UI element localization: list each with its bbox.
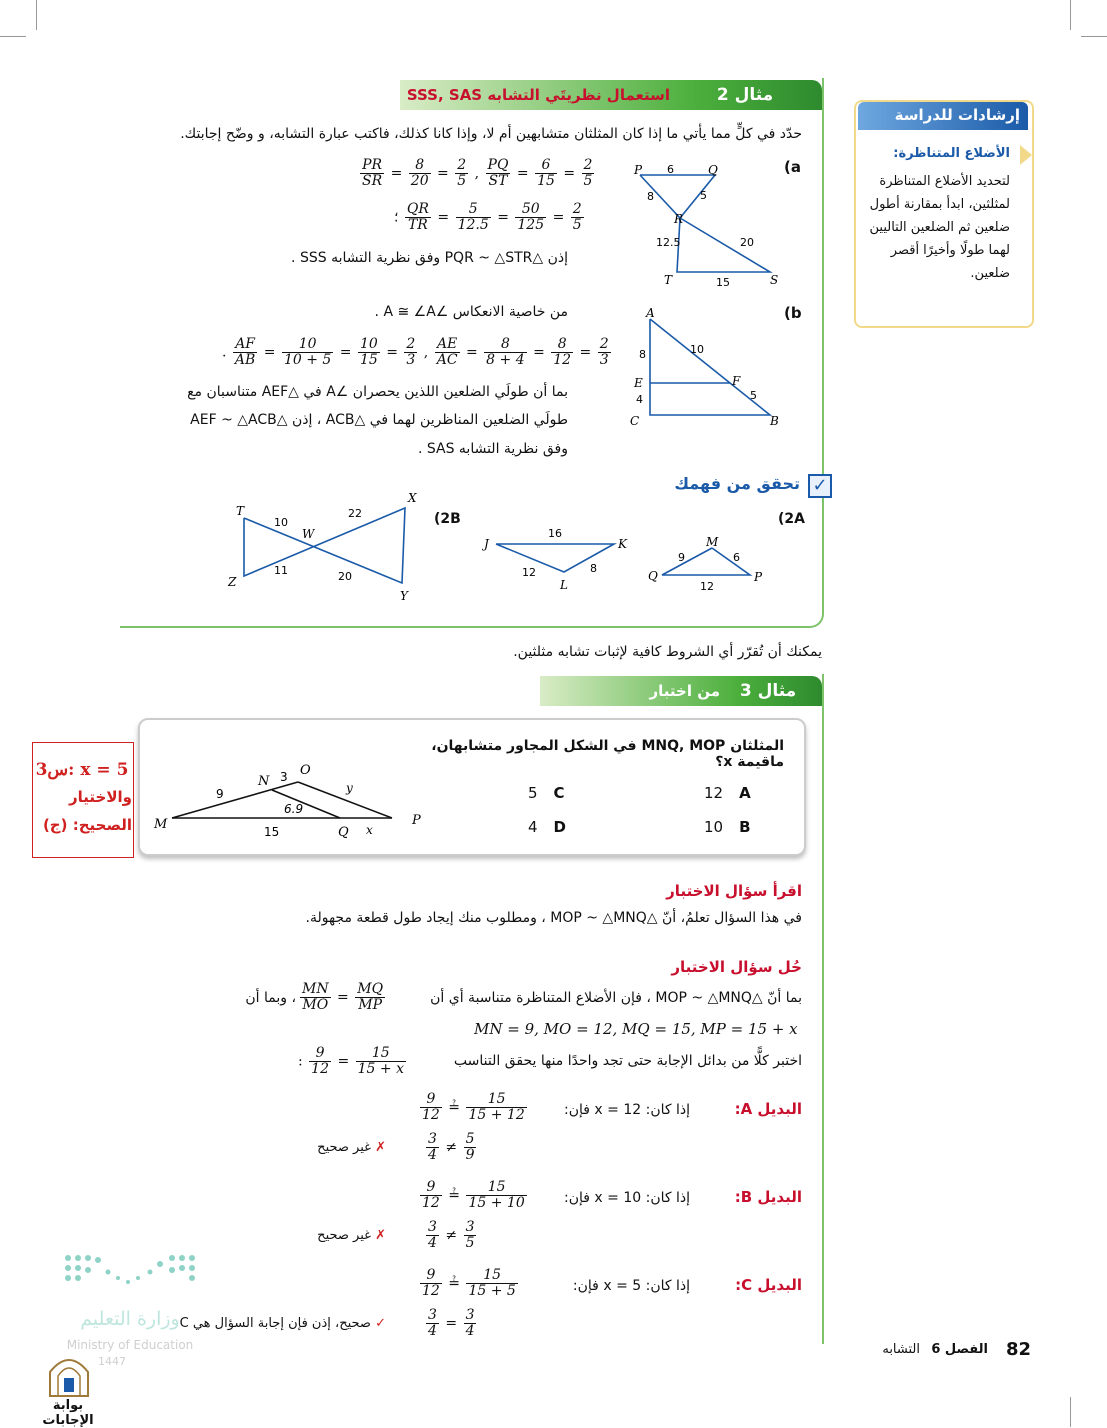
verdict-text: غير صحيح bbox=[317, 1228, 371, 1243]
read-question-text: في هذا السؤال تعلمُ، أنّ △MOP ~ △MNQ ، ومطلوب منك إيجاد طول قطعة مجهولة. bbox=[305, 910, 802, 926]
part-a-ratio-line2: ؛ $\frac{QR}{TR}$ = $\frac{5}{12.5}$ = $\frac{50}{125}$ = $\frac{2}{5}$ bbox=[394, 201, 582, 233]
ministry-name-en: Ministry of Education bbox=[66, 1338, 194, 1352]
question-text: المثلثان MNQ, MOP في الشكل المجاور متشابهان، ماقيمة x؟ bbox=[431, 738, 784, 770]
choice-letter: A bbox=[739, 784, 751, 802]
side-label: 20 bbox=[740, 236, 754, 249]
vertex-B: B bbox=[770, 414, 779, 428]
solve-text-1b: ، وبما أن bbox=[245, 990, 296, 1006]
crop-mark bbox=[36, 0, 37, 30]
vertex-X: X bbox=[408, 491, 417, 505]
vertex-F: F bbox=[732, 374, 741, 388]
portal-logo-icon bbox=[46, 1350, 92, 1398]
side-label: 15 bbox=[264, 825, 280, 839]
chapter-label: الفصل 6 bbox=[931, 1342, 988, 1357]
vertex-L: L bbox=[560, 578, 568, 592]
check-icon: ✓ bbox=[375, 1316, 386, 1331]
vertex-Q: Q bbox=[648, 569, 658, 583]
try-text: اختبر كلًّا من بدائل الإجابة حتى تجد واحدًا منها يحقق التناسب bbox=[453, 1053, 802, 1069]
part-b-label: (b bbox=[784, 304, 802, 322]
vertex-N: N bbox=[258, 774, 270, 789]
check-box-icon: ✓ bbox=[808, 474, 832, 498]
part-a-conclusion: إذن △PQR ~ △STR وفق نظرية التشابه SSS . bbox=[291, 250, 568, 266]
alternative-B bbox=[0, 1178, 1107, 1258]
side-label: 3 bbox=[280, 770, 288, 784]
alt-simplified: $\frac{3}{4}$ ≠ $\frac{5}{9}$ bbox=[428, 1131, 475, 1163]
read-question-title: اقرأ سؤال الاختبار bbox=[666, 882, 802, 900]
ministry-name-ar: وزارة التعليم bbox=[80, 1308, 180, 1330]
vertex-K: K bbox=[618, 537, 627, 551]
alt-label: البديل A: bbox=[734, 1100, 802, 1118]
verdict-text: صحيح، إذن فإن إجابة السؤال هي C bbox=[179, 1316, 371, 1331]
part-b-line1: من خاصية الانعكاس ∠A ≅ ∠A . bbox=[374, 304, 568, 320]
example2-title: استعمال نظريتَي التشابه SSS, SAS bbox=[406, 86, 670, 104]
solve-values: MN = 9, MO = 12, MQ = 15, MP = 15 + x bbox=[474, 1020, 798, 1038]
choice-D[interactable] bbox=[528, 818, 566, 836]
side-label: 10 bbox=[690, 343, 704, 356]
side-label: 10 bbox=[274, 516, 288, 529]
vertex-P: P bbox=[634, 163, 643, 177]
side-label: 6.9 bbox=[284, 802, 304, 816]
answer-line1: س3: x = 5 bbox=[35, 760, 129, 780]
solve-proportion: $\frac{MN}{MO}$ = $\frac{MQ}{MP}$ bbox=[302, 981, 384, 1013]
vertex-Z: Z bbox=[228, 575, 237, 589]
choice-value: 12 bbox=[704, 784, 724, 802]
alt-verdict bbox=[300, 1140, 386, 1155]
figure-a-triangles bbox=[620, 160, 790, 295]
side-label: y bbox=[346, 781, 353, 795]
side-label: 5 bbox=[750, 389, 757, 402]
example2-badge: مثال 2 bbox=[716, 85, 774, 105]
vertex-Y: Y bbox=[400, 589, 408, 603]
choice-letter: D bbox=[553, 818, 566, 836]
solve-question-title: حُل سؤال الاختبار bbox=[671, 958, 802, 976]
example3-badge: مثال 3 bbox=[739, 681, 797, 701]
answer-line3: الصحيح: (ج) bbox=[42, 816, 132, 834]
alt-condition: إذا كان: x = 5 فإن: bbox=[572, 1278, 690, 1294]
check-2b-label: (2B bbox=[434, 511, 461, 527]
ministry-year: 1447 bbox=[98, 1355, 126, 1368]
crop-mark bbox=[0, 36, 26, 37]
side-label: 12 bbox=[522, 566, 536, 579]
choice-letter: C bbox=[553, 784, 565, 802]
side-label: 22 bbox=[348, 507, 362, 520]
alt-label: البديل C: bbox=[735, 1276, 802, 1294]
check-title: تحقق من فهمك bbox=[674, 474, 800, 493]
alt-equation: $\frac{9}{12}$ ≟ $\frac{15}{15 + 5}$ bbox=[422, 1267, 516, 1299]
side-label: 16 bbox=[548, 527, 562, 540]
vertex-W: W bbox=[302, 527, 315, 541]
vertex-M: M bbox=[154, 817, 168, 832]
alt-verdict bbox=[170, 1316, 386, 1331]
vertex-P: P bbox=[754, 570, 763, 584]
side-label: 12.5 bbox=[656, 236, 681, 249]
study-tip-body: لتحديد الأضلاع المتناظرة لمثلثين، ابدأ بمقارنة أطول ضلعين ثم الضلعين التاليين لهما طولًا وأخيرًا أقصر ضلعين. bbox=[869, 174, 1010, 281]
alt-equation: $\frac{9}{12}$ ≟ $\frac{15}{15 + 10}$ bbox=[422, 1179, 525, 1211]
side-label: 9 bbox=[216, 787, 224, 801]
solve-text-1: بما أنّ △MOP ~ △MNQ ، فإن الأضلاع المتناظرة متناسبة أي أن bbox=[430, 990, 802, 1006]
transition-note: يمكنك أن تُقرّر أي الشروط كافية لإثبات تشابه مثلثين. bbox=[513, 644, 822, 660]
alternative-A bbox=[0, 1090, 1107, 1170]
vertex-T: T bbox=[664, 273, 673, 287]
study-tip-pointer bbox=[1020, 145, 1032, 165]
vertex-J: J bbox=[484, 537, 489, 551]
verdict-text: غير صحيح bbox=[317, 1140, 371, 1155]
choice-A[interactable] bbox=[704, 784, 751, 802]
part-b-ratios: . $\frac{AF}{AB}$ = $\frac{10}{10 + 5}$ = $\frac{10}{15}$ = $\frac{2}{3}$ , $\frac{AE}{AC}$ = $\frac{8}{8 + 4}$ = $\frac{8}{12}$ = $\frac{2}{3}$ bbox=[222, 336, 609, 368]
vertex-R: R bbox=[674, 212, 684, 226]
figure-2a-triangle-jkl bbox=[478, 520, 638, 595]
part-a-label: (a bbox=[784, 158, 801, 176]
figure-2b-triangles bbox=[222, 488, 428, 606]
part-a-ratio-line1: $\frac{PR}{SR}$ = $\frac{8}{20}$ = $\frac{2}{5}$ , $\frac{PQ}{ST}$ = $\frac{6}{15}$ = $\frac{2}{5}$ bbox=[362, 157, 593, 189]
side-label: 12 bbox=[700, 580, 714, 593]
side-label: 20 bbox=[338, 570, 352, 583]
alt-condition: إذا كان: x = 10 فإن: bbox=[564, 1190, 690, 1206]
vertex-M: M bbox=[706, 535, 719, 549]
crop-mark bbox=[1070, 0, 1071, 30]
crop-mark bbox=[1070, 1397, 1071, 1427]
cross-icon: ✗ bbox=[375, 1140, 386, 1155]
side-label: 9 bbox=[678, 551, 685, 564]
side-label: 5 bbox=[700, 189, 707, 202]
page-number: 82 bbox=[1006, 1339, 1032, 1360]
example2-instructions: حدّد في كلٍّ مما يأتي ما إذا كان المثلثان متشابهين أم لا، وإذا كانا كذلك، فاكتب عبارة التشابه، و وضّح إجابتك. bbox=[180, 126, 802, 142]
side-label: 8 bbox=[647, 190, 654, 203]
side-label: 6 bbox=[733, 551, 740, 564]
ministry-logo-dots bbox=[60, 1250, 200, 1290]
vertex-C: C bbox=[630, 414, 640, 428]
figure-b-triangles bbox=[620, 305, 790, 430]
vertex-S: S bbox=[770, 273, 779, 287]
part-b-line3: بما أن طولَي الضلعين اللذين يحصران ∠A في △AEF متناسبان مع bbox=[187, 384, 568, 400]
side-label: 15 bbox=[716, 276, 730, 289]
side-label: x bbox=[366, 823, 373, 837]
choice-B[interactable] bbox=[704, 818, 751, 836]
vertex-Q: Q bbox=[338, 825, 349, 840]
vertex-A: A bbox=[646, 306, 655, 320]
choice-value: 10 bbox=[704, 818, 724, 836]
figure-mnq-mop bbox=[150, 756, 430, 842]
alt-equation: $\frac{9}{12}$ ≟ $\frac{15}{15 + 12}$ bbox=[422, 1091, 525, 1123]
alt-label: البديل B: bbox=[734, 1188, 802, 1206]
chapter-title: التشابه bbox=[882, 1342, 920, 1357]
choice-letter: B bbox=[739, 818, 751, 836]
check-2a-label: (2A bbox=[778, 511, 805, 527]
cross-icon: ✗ bbox=[375, 1228, 386, 1243]
figure-2a-triangle-mpq bbox=[640, 530, 770, 595]
side-label: 8 bbox=[590, 562, 597, 575]
side-label: 11 bbox=[274, 564, 288, 577]
side-label: 6 bbox=[667, 163, 674, 176]
vertex-Q: Q bbox=[708, 163, 718, 177]
try-proportion: : $\frac{9}{12}$ = $\frac{15}{15 + x}$ bbox=[298, 1045, 404, 1077]
part-b-line5: وفق نظرية التشابه SAS . bbox=[417, 441, 568, 457]
choice-value: 5 bbox=[528, 784, 538, 802]
choice-C[interactable] bbox=[528, 784, 565, 802]
study-tip-title: إرشادات للدراسة bbox=[894, 106, 1020, 124]
example3-title: من اختبار bbox=[649, 682, 720, 700]
portal-name: بوابة الإجابات bbox=[42, 1398, 94, 1428]
vertex-O: O bbox=[300, 763, 311, 778]
vertex-T: T bbox=[236, 504, 245, 518]
alt-simplified: $\frac{3}{4}$ = $\frac{3}{4}$ bbox=[428, 1307, 475, 1339]
side-label: 4 bbox=[636, 393, 643, 406]
alt-simplified: $\frac{3}{4}$ ≠ $\frac{3}{5}$ bbox=[428, 1219, 475, 1251]
alt-verdict bbox=[300, 1228, 386, 1243]
vertex-P: P bbox=[412, 813, 421, 828]
choice-value: 4 bbox=[528, 818, 538, 836]
side-label: 8 bbox=[639, 348, 646, 361]
study-tip-heading: الأضلاع المتناظرة: bbox=[893, 146, 1010, 161]
alt-condition: إذا كان: x = 12 فإن: bbox=[564, 1102, 690, 1118]
vertex-E: E bbox=[634, 376, 643, 390]
crop-mark bbox=[1081, 36, 1107, 37]
answer-line2: والاختيار bbox=[69, 788, 132, 806]
part-b-line4: طولَي الضلعين المناظرين لهما في △ACB ، إذن △AEF ~ △ACB bbox=[190, 412, 568, 428]
